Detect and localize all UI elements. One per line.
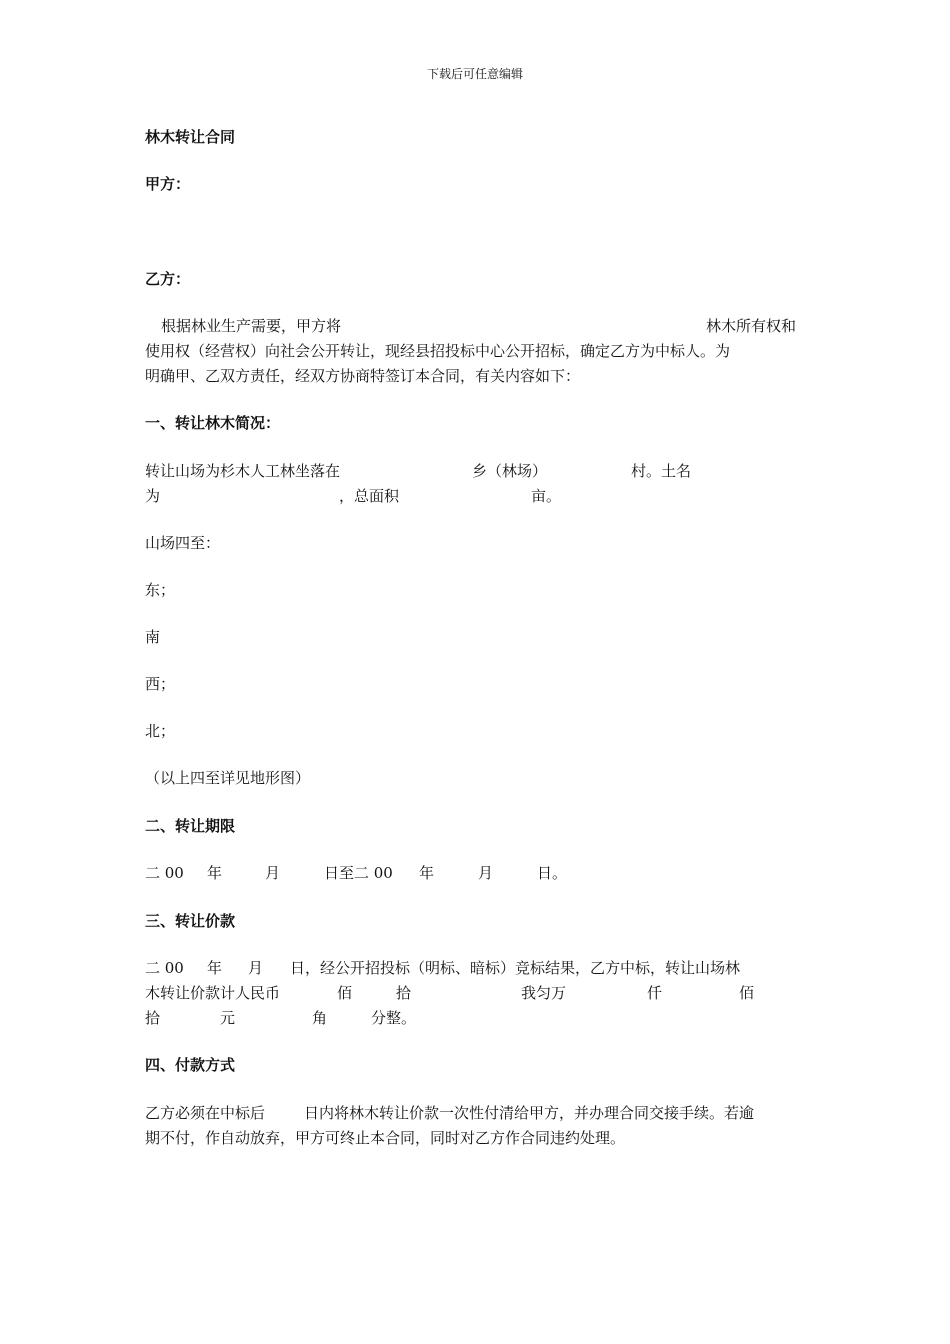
boundary-east: 东； bbox=[145, 581, 176, 599]
amount-jiao-unit: 角 bbox=[312, 1009, 328, 1027]
amount-yuan-unit: 元 bbox=[220, 1009, 236, 1027]
term-end-day-unit: 日。 bbox=[537, 864, 568, 882]
section-4-heading: 四、付款方式 bbox=[145, 1056, 236, 1074]
amount-hundred-unit: 佰 bbox=[337, 984, 353, 1002]
total-area-label: ，总面积 bbox=[339, 487, 400, 505]
amount-thousand-unit: 仟 bbox=[647, 984, 663, 1002]
amount-ten-unit: 拾 bbox=[396, 984, 412, 1002]
intro-line-3: 明确甲、乙双方责任，经双方协商特签订本合同，有关内容如下： bbox=[145, 367, 581, 385]
intro-line-2: 使用权（经营权）向社会公开转让，现经县招投标中心公开招标，确定乙方为中标人。为 bbox=[145, 342, 731, 360]
amount-fen-unit: 分整。 bbox=[371, 1009, 417, 1027]
place-name-label: 为 bbox=[145, 487, 161, 505]
village-label: 村。土名 bbox=[631, 462, 692, 480]
payment-line-2: 期不付，作自动放弃，甲方可终止本合同，同时对乙方作合同违约处理。 bbox=[145, 1129, 626, 1147]
township-label: 乡（林场） bbox=[472, 462, 548, 480]
price-date-year-unit: 年 bbox=[207, 959, 223, 977]
section-3-heading: 三、转让价款 bbox=[145, 912, 236, 930]
amount-ten-unit-2: 拾 bbox=[145, 1009, 161, 1027]
boundaries-label: 山场四至： bbox=[145, 534, 221, 552]
term-start-day-to: 日至二 00 bbox=[324, 864, 393, 882]
term-start-year-unit: 年 bbox=[207, 864, 223, 882]
intro-line-1-end: 林木所有权和 bbox=[706, 317, 797, 335]
price-date-month-unit: 月 bbox=[248, 959, 264, 977]
boundary-north: 北； bbox=[145, 722, 176, 740]
price-result-text: 日，经公开招投标（明标、暗标）竞标结果，乙方中标，转让山场林 bbox=[290, 959, 741, 977]
boundary-west: 西； bbox=[145, 675, 176, 693]
area-unit-label: 亩。 bbox=[531, 487, 562, 505]
payment-line-1-start: 乙方必须在中标后 bbox=[145, 1104, 266, 1122]
term-end-month-unit: 月 bbox=[478, 864, 494, 882]
term-start-month-unit: 月 bbox=[265, 864, 281, 882]
amount-ten-thousand-unit: 我匀万 bbox=[521, 984, 567, 1002]
payment-line-1-end: 日内将林木转让价款一次性付清给甲方，并办理合同交接手续。若逾 bbox=[304, 1104, 755, 1122]
boundaries-note: （以上四至详见地形图） bbox=[145, 769, 311, 787]
boundary-south: 南 bbox=[145, 628, 161, 646]
contract-title: 林木转让合同 bbox=[145, 128, 236, 146]
term-end-year-unit: 年 bbox=[419, 864, 435, 882]
amount-hundred-unit-2: 佰 bbox=[739, 984, 755, 1002]
party-a-label: 甲方： bbox=[145, 175, 191, 193]
price-amount-label: 木转让价款计人民币 bbox=[145, 984, 281, 1002]
location-text: 转让山场为杉木人工林坐落在 bbox=[145, 462, 341, 480]
party-b-label: 乙方： bbox=[145, 270, 191, 288]
intro-line-1-start: 根据林业生产需要，甲方将 bbox=[161, 317, 342, 335]
term-start-year: 二 00 bbox=[145, 864, 184, 882]
section-1-heading: 一、转让林木简况： bbox=[145, 414, 281, 432]
page-header: 下载后可任意编辑 bbox=[426, 67, 523, 81]
section-2-heading: 二、转让期限 bbox=[145, 817, 236, 835]
price-date-year: 二 00 bbox=[145, 959, 184, 977]
